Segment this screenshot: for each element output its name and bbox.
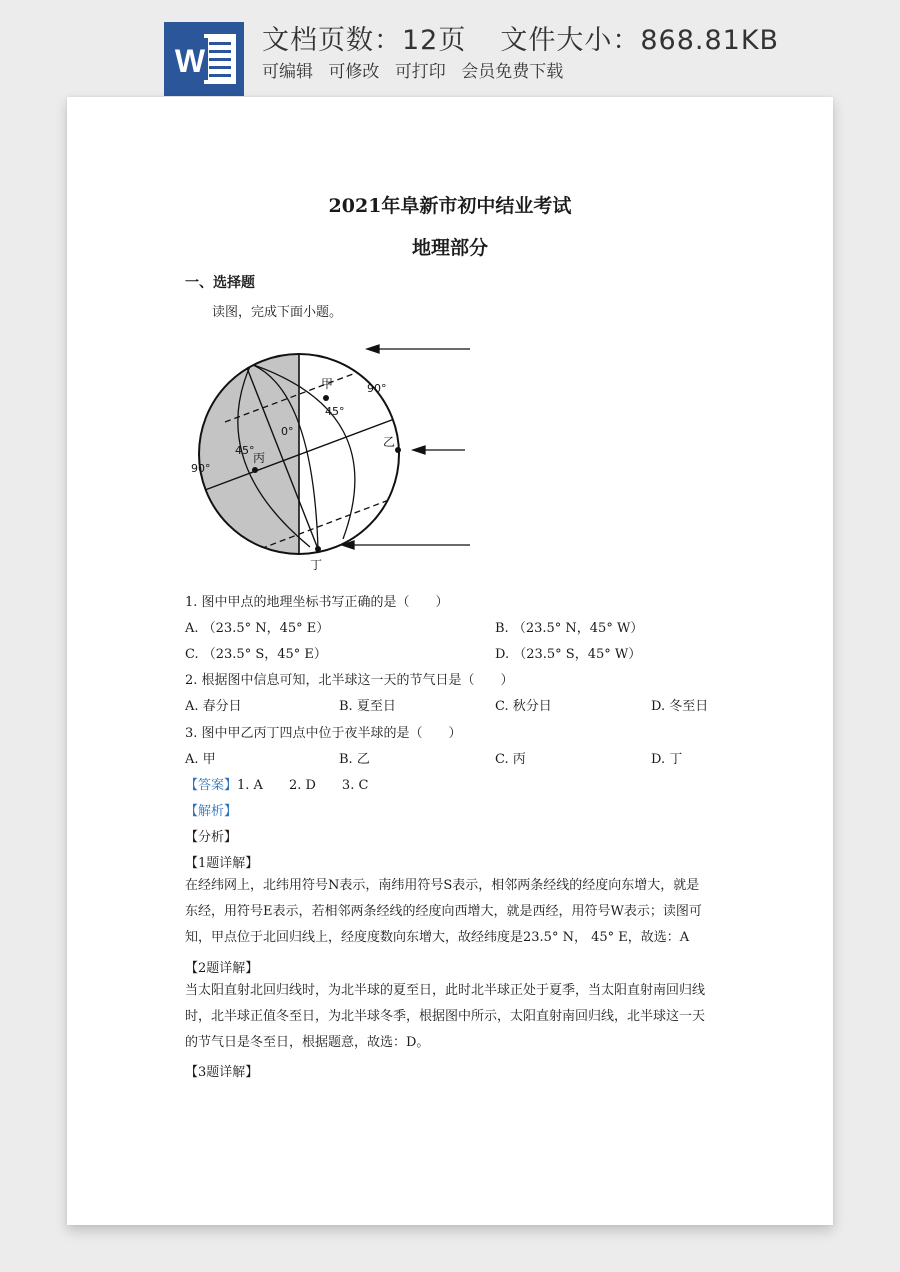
q3-stem: 3. 图中甲乙丙丁四点中位于夜半球的是（ ） bbox=[185, 726, 462, 741]
label-yi: 乙 bbox=[383, 435, 396, 449]
detail-2-line: 当太阳直射北回归线时，为北半球的夏至日，此时北半球正处于夏季，当太阳直射南回归线 bbox=[185, 983, 706, 998]
feature-printable: 可打印 bbox=[394, 62, 446, 82]
q2-option-b: B. 夏至日 bbox=[339, 699, 396, 714]
q2-stem: 2. 根据图中信息可知，北半球这一天的节气日是（ ） bbox=[185, 673, 514, 688]
q1-option-d: D. （23.5° S，45° W） bbox=[495, 647, 642, 662]
q3-option-b: B. 乙 bbox=[339, 752, 370, 767]
q1-stem: 1. 图中甲点的地理坐标书写正确的是（ ） bbox=[185, 595, 449, 610]
detail-2-line: 的节气日是冬至日，根据题意，故选：D。 bbox=[185, 1035, 430, 1050]
file-info-banner bbox=[0, 0, 900, 100]
globe-illumination-diagram bbox=[185, 342, 485, 582]
label-bing: 丙 bbox=[253, 451, 266, 465]
point-ding bbox=[315, 546, 321, 552]
q2-option-a: A. 春分日 bbox=[185, 699, 242, 714]
answer-line bbox=[185, 774, 368, 793]
label-ding: 丁 bbox=[310, 558, 323, 572]
q1-option-c: C. （23.5° S，45° E） bbox=[185, 647, 327, 662]
label-45-left: 45° bbox=[235, 444, 255, 457]
file-size: 文件大小：868.81KB bbox=[500, 25, 780, 56]
point-bing bbox=[252, 467, 258, 473]
q3-option-d: D. 丁 bbox=[651, 752, 683, 767]
q2-option-d: D. 冬至日 bbox=[651, 699, 709, 714]
answer-1: 1. A bbox=[237, 778, 263, 793]
icon-letter: W bbox=[174, 43, 206, 79]
word-document-icon bbox=[164, 22, 244, 96]
section-heading: 一、选择题 bbox=[185, 275, 255, 291]
q3-option-c: C. 丙 bbox=[495, 752, 526, 767]
document-subtitle: 地理部分 bbox=[411, 237, 488, 259]
page-count: 文档页数：12页 bbox=[262, 25, 467, 56]
label-0: 0° bbox=[281, 425, 294, 438]
point-yi bbox=[395, 447, 401, 453]
arrowhead-top bbox=[367, 345, 379, 353]
detail-1-line: 知，甲点位于北回归线上，经度度数向东增大，故经纬度是23.5° N， 45° E，故选：A bbox=[185, 930, 690, 945]
label-jia: 甲 bbox=[321, 377, 334, 391]
detail-1-label: 【1题详解】 bbox=[185, 856, 259, 871]
intro-text: 读图，完成下面小题。 bbox=[212, 305, 343, 320]
detail-1-text bbox=[185, 873, 715, 951]
q1-option-a: A. （23.5° N，45° E） bbox=[185, 621, 330, 636]
file-stats bbox=[262, 18, 779, 57]
detail-2-line: 时，北半球正值冬至日，为北半球冬季，根据图中所示，太阳直射南回归线，北半球这一天 bbox=[185, 1009, 706, 1024]
label-90-right: 90° bbox=[367, 382, 387, 395]
feature-free-download: 会员免费下载 bbox=[461, 62, 564, 82]
analysis-label: 【解析】 bbox=[185, 804, 238, 819]
detail-2-text bbox=[185, 978, 715, 1056]
feature-list bbox=[262, 57, 573, 82]
q1-option-b: B. （23.5° N，45° W） bbox=[495, 621, 644, 636]
detail-1-line: 在经纬网上，北纬用符号N表示，南纬用符号S表示，相邻两条经线的经度向东增大，就是 bbox=[185, 878, 700, 893]
detail-1-line: 东经，用符号E表示，若相邻两条经线的经度向西增大，就是西经，用符号W表示；读图可 bbox=[185, 904, 702, 919]
detail-2-label: 【2题详解】 bbox=[185, 961, 259, 976]
fenxi-label: 【分析】 bbox=[185, 830, 238, 845]
feature-editable: 可编辑 bbox=[262, 62, 313, 82]
answer-2: 2. D bbox=[288, 778, 316, 793]
document-page bbox=[67, 97, 833, 1225]
document-title: 2021年阜新市初中结业考试 bbox=[328, 195, 572, 217]
label-90-left: 90° bbox=[191, 462, 211, 475]
arrowhead-middle bbox=[413, 446, 425, 454]
q3-option-a: A. 甲 bbox=[185, 752, 216, 767]
answer-3: 3. C bbox=[341, 778, 369, 793]
label-45-right: 45° bbox=[325, 405, 345, 418]
detail-3-label: 【3题详解】 bbox=[185, 1065, 259, 1080]
q2-option-c: C. 秋分日 bbox=[495, 699, 552, 714]
answer-label: 【答案】 bbox=[185, 778, 238, 793]
point-jia bbox=[323, 395, 329, 401]
feature-modifiable: 可修改 bbox=[328, 62, 380, 82]
